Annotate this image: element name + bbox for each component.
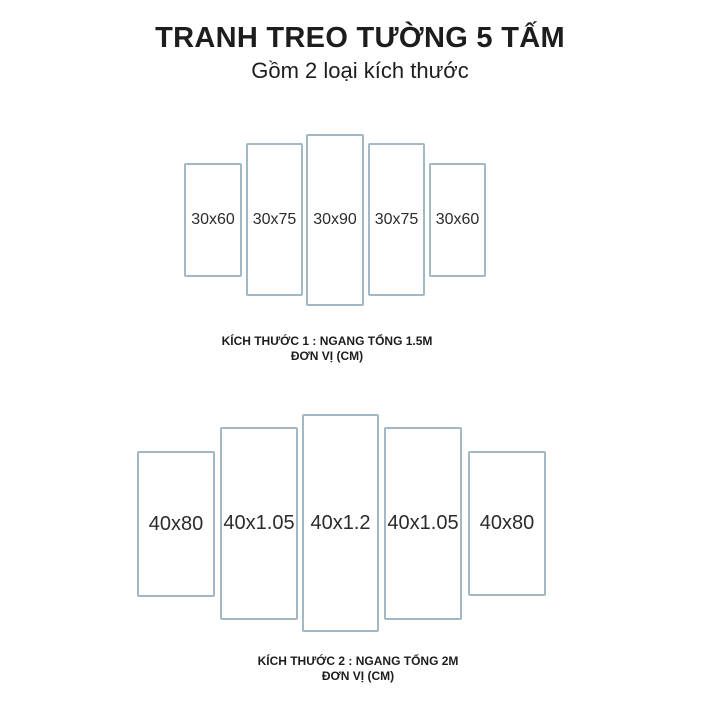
panel: [246, 143, 303, 296]
panel-size-label: 40x1.05: [387, 512, 459, 534]
panel: [220, 427, 298, 620]
panel: [302, 414, 379, 632]
panel-size-label: 30x75: [252, 210, 297, 228]
caption-line-2: ĐƠN VỊ (CM): [290, 349, 364, 363]
caption-size-1: [0, 334, 654, 364]
panel: [468, 451, 546, 596]
panel: [429, 163, 486, 277]
panel: [184, 163, 242, 277]
panel-set-size-2: [137, 414, 547, 632]
panel: [306, 134, 364, 306]
panel-size-label: 30x90: [313, 211, 357, 228]
panel-size-label: 30x60: [191, 211, 235, 228]
panel-size-label: 40x1.2: [310, 511, 371, 534]
caption-line-1: KÍCH THƯỚC 1 : NGANG TỔNG 1.5M: [221, 334, 433, 348]
page-subtitle: Gồm 2 loại kích thước: [251, 58, 469, 83]
caption-line-2: ĐƠN VỊ (CM): [321, 669, 395, 683]
panel: [137, 451, 215, 597]
panel-size-label: 40x1.05: [223, 512, 295, 534]
caption-line-1: KÍCH THƯỚC 2 : NGANG TỔNG 2M: [257, 654, 459, 668]
panel: [368, 143, 425, 296]
panel-size-label: 30x75: [374, 210, 419, 228]
panel: [384, 427, 462, 620]
panel-set-size-1: [184, 134, 486, 306]
panel-size-label: 40x80: [148, 512, 204, 535]
caption-size-2: [0, 654, 716, 684]
page-title: TRANH TREO TƯỜNG 5 TẤM: [155, 22, 565, 54]
panel-size-label: 40x80: [479, 512, 535, 534]
panel-size-label: 30x60: [435, 211, 480, 228]
